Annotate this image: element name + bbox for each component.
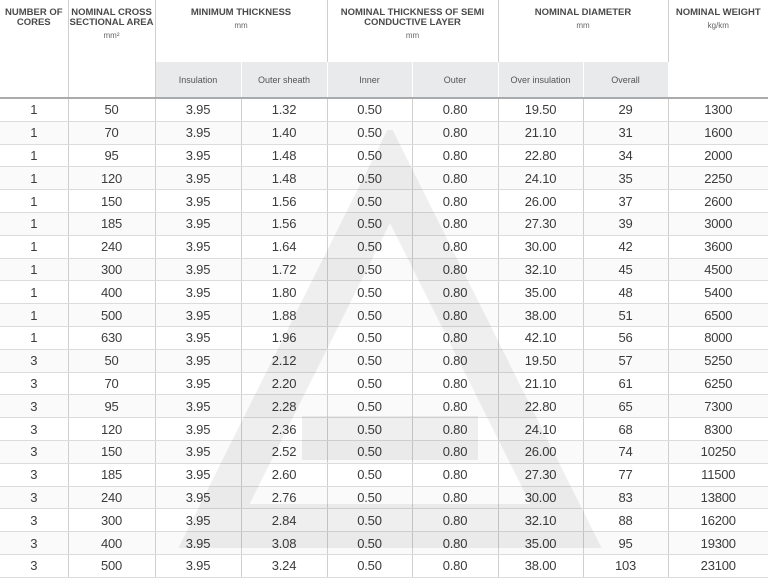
- cell-cores: 3: [0, 509, 68, 532]
- header-diameter: NOMINAL DIAMETER mm: [498, 0, 668, 62]
- cell-cores: 1: [0, 167, 68, 190]
- cell-inner: 0.50: [327, 190, 412, 213]
- cell-overall: 42: [583, 235, 668, 258]
- cell-inner: 0.50: [327, 463, 412, 486]
- cell-outer-sheath: 3.24: [241, 554, 327, 577]
- table-row: [0, 144, 768, 167]
- table-row: [0, 281, 768, 304]
- header-min-thickness-unit: mm: [234, 21, 248, 30]
- cell-over-insulation: 22.80: [498, 144, 583, 167]
- table-body: [0, 99, 768, 577]
- cell-outer: 0.80: [412, 554, 498, 577]
- cell-inner: 0.50: [327, 212, 412, 235]
- cell-cores: 1: [0, 304, 68, 327]
- cell-cross-section: 500: [68, 304, 155, 327]
- cell-insulation: 3.95: [155, 212, 241, 235]
- cell-overall: 29: [583, 99, 668, 121]
- cell-over-insulation: 21.10: [498, 372, 583, 395]
- cell-insulation: 3.95: [155, 463, 241, 486]
- cell-inner: 0.50: [327, 121, 412, 144]
- cell-inner: 0.50: [327, 372, 412, 395]
- cell-cores: 3: [0, 372, 68, 395]
- cell-inner: 0.50: [327, 395, 412, 418]
- cell-inner: 0.50: [327, 509, 412, 532]
- cell-weight: 1600: [668, 121, 768, 144]
- cell-weight: 8000: [668, 326, 768, 349]
- cell-cores: 1: [0, 99, 68, 121]
- cell-weight: 8300: [668, 418, 768, 441]
- table-row: [0, 463, 768, 486]
- table-row: [0, 258, 768, 281]
- cell-outer-sheath: 2.28: [241, 395, 327, 418]
- table-row: [0, 486, 768, 509]
- subheader-inner: Inner: [327, 62, 412, 98]
- table-row: [0, 440, 768, 463]
- cell-insulation: 3.95: [155, 486, 241, 509]
- cell-outer-sheath: 3.08: [241, 532, 327, 555]
- cell-inner: 0.50: [327, 258, 412, 281]
- cell-outer-sheath: 2.52: [241, 440, 327, 463]
- header-diameter-unit: mm: [576, 21, 590, 30]
- cell-outer: 0.80: [412, 509, 498, 532]
- cell-cross-section: 240: [68, 235, 155, 258]
- cell-inner: 0.50: [327, 554, 412, 577]
- cell-over-insulation: 35.00: [498, 281, 583, 304]
- table-row: [0, 99, 768, 121]
- cell-cores: 1: [0, 144, 68, 167]
- cell-overall: 61: [583, 372, 668, 395]
- cell-outer-sheath: 1.48: [241, 167, 327, 190]
- cell-outer: 0.80: [412, 144, 498, 167]
- cell-outer: 0.80: [412, 418, 498, 441]
- table-row: [0, 326, 768, 349]
- cell-over-insulation: 32.10: [498, 509, 583, 532]
- cell-outer-sheath: 1.72: [241, 258, 327, 281]
- cell-outer-sheath: 1.48: [241, 144, 327, 167]
- cell-weight: 13800: [668, 486, 768, 509]
- header-cross-section: NOMINAL CROSS SECTIONAL AREA mm²: [68, 0, 155, 97]
- subheader-overall: Overall: [583, 62, 668, 98]
- cell-over-insulation: 24.10: [498, 418, 583, 441]
- cell-weight: 3000: [668, 212, 768, 235]
- cell-over-insulation: 38.00: [498, 304, 583, 327]
- cell-outer: 0.80: [412, 121, 498, 144]
- cell-inner: 0.50: [327, 349, 412, 372]
- cell-weight: 4500: [668, 258, 768, 281]
- cell-outer: 0.80: [412, 463, 498, 486]
- header-weight-unit: kg/km: [707, 21, 729, 30]
- cell-cores: 3: [0, 349, 68, 372]
- table-row: [0, 190, 768, 213]
- cell-cores: 1: [0, 326, 68, 349]
- cell-overall: 39: [583, 212, 668, 235]
- cell-outer-sheath: 1.56: [241, 212, 327, 235]
- cell-insulation: 3.95: [155, 395, 241, 418]
- cell-cross-section: 120: [68, 167, 155, 190]
- cell-cross-section: 95: [68, 144, 155, 167]
- cell-cores: 3: [0, 440, 68, 463]
- subheader-outer: Outer: [412, 62, 498, 98]
- header-min-thickness: MINIMUM THICKNESS mm: [155, 0, 327, 62]
- cell-inner: 0.50: [327, 144, 412, 167]
- cell-cross-section: 500: [68, 554, 155, 577]
- cell-weight: 11500: [668, 463, 768, 486]
- cell-cores: 3: [0, 532, 68, 555]
- cell-inner: 0.50: [327, 99, 412, 121]
- cell-cross-section: 630: [68, 326, 155, 349]
- cell-insulation: 3.95: [155, 99, 241, 121]
- cell-outer: 0.80: [412, 486, 498, 509]
- cell-cores: 3: [0, 418, 68, 441]
- cell-weight: 16200: [668, 509, 768, 532]
- cell-cores: 3: [0, 554, 68, 577]
- cell-cores: 3: [0, 463, 68, 486]
- table-row: [0, 395, 768, 418]
- cell-cross-section: 300: [68, 258, 155, 281]
- cell-outer-sheath: 2.20: [241, 372, 327, 395]
- cell-cores: 1: [0, 190, 68, 213]
- cell-over-insulation: 21.10: [498, 121, 583, 144]
- cell-outer: 0.80: [412, 395, 498, 418]
- cell-outer: 0.80: [412, 349, 498, 372]
- cell-cores: 1: [0, 235, 68, 258]
- cell-overall: 65: [583, 395, 668, 418]
- table-row: [0, 509, 768, 532]
- cell-over-insulation: 30.00: [498, 486, 583, 509]
- cell-outer: 0.80: [412, 281, 498, 304]
- cell-insulation: 3.95: [155, 190, 241, 213]
- cell-over-insulation: 26.00: [498, 190, 583, 213]
- cell-cross-section: 120: [68, 418, 155, 441]
- subheader-insulation: Insulation: [155, 62, 241, 98]
- cell-cores: 1: [0, 258, 68, 281]
- cell-over-insulation: 19.50: [498, 349, 583, 372]
- cell-insulation: 3.95: [155, 372, 241, 395]
- cell-inner: 0.50: [327, 235, 412, 258]
- cell-cross-section: 185: [68, 463, 155, 486]
- cell-insulation: 3.95: [155, 554, 241, 577]
- table-row: [0, 121, 768, 144]
- cell-over-insulation: 35.00: [498, 532, 583, 555]
- table-row: [0, 235, 768, 258]
- cell-weight: 6250: [668, 372, 768, 395]
- cell-outer-sheath: 2.76: [241, 486, 327, 509]
- cell-outer-sheath: 1.56: [241, 190, 327, 213]
- subheader-outer-sheath: Outer sheath: [241, 62, 327, 98]
- cell-weight: 7300: [668, 395, 768, 418]
- cell-overall: 95: [583, 532, 668, 555]
- cell-insulation: 3.95: [155, 349, 241, 372]
- cell-weight: 23100: [668, 554, 768, 577]
- cell-cross-section: 70: [68, 372, 155, 395]
- cell-outer-sheath: 1.80: [241, 281, 327, 304]
- cell-inner: 0.50: [327, 304, 412, 327]
- cell-weight: 10250: [668, 440, 768, 463]
- cell-weight: 5400: [668, 281, 768, 304]
- cell-inner: 0.50: [327, 486, 412, 509]
- table-row: [0, 212, 768, 235]
- cell-insulation: 3.95: [155, 440, 241, 463]
- cell-outer: 0.80: [412, 190, 498, 213]
- table-row: [0, 372, 768, 395]
- cell-insulation: 3.95: [155, 121, 241, 144]
- cell-insulation: 3.95: [155, 144, 241, 167]
- header-weight: NOMINAL WEIGHT kg/km: [668, 0, 768, 97]
- cell-cross-section: 400: [68, 281, 155, 304]
- table-row: [0, 418, 768, 441]
- cell-outer: 0.80: [412, 326, 498, 349]
- cell-outer-sheath: 1.96: [241, 326, 327, 349]
- cell-over-insulation: 24.10: [498, 167, 583, 190]
- cell-overall: 35: [583, 167, 668, 190]
- cell-insulation: 3.95: [155, 509, 241, 532]
- cell-cross-section: 50: [68, 99, 155, 121]
- cell-inner: 0.50: [327, 440, 412, 463]
- cell-outer: 0.80: [412, 304, 498, 327]
- cell-cross-section: 185: [68, 212, 155, 235]
- cell-outer-sheath: 2.12: [241, 349, 327, 372]
- cell-insulation: 3.95: [155, 167, 241, 190]
- cell-outer: 0.80: [412, 235, 498, 258]
- table-row: [0, 532, 768, 555]
- cell-outer-sheath: 2.60: [241, 463, 327, 486]
- cell-insulation: 3.95: [155, 418, 241, 441]
- cell-over-insulation: 42.10: [498, 326, 583, 349]
- cell-weight: 5250: [668, 349, 768, 372]
- cell-overall: 83: [583, 486, 668, 509]
- table-row: [0, 349, 768, 372]
- table-row: [0, 554, 768, 577]
- cell-overall: 77: [583, 463, 668, 486]
- cell-overall: 48: [583, 281, 668, 304]
- cell-overall: 103: [583, 554, 668, 577]
- cell-outer: 0.80: [412, 258, 498, 281]
- cell-over-insulation: 38.00: [498, 554, 583, 577]
- cell-weight: 2600: [668, 190, 768, 213]
- cell-cross-section: 70: [68, 121, 155, 144]
- cell-over-insulation: 22.80: [498, 395, 583, 418]
- cell-outer-sheath: 2.84: [241, 509, 327, 532]
- cell-outer: 0.80: [412, 532, 498, 555]
- cell-weight: 3600: [668, 235, 768, 258]
- cell-cores: 1: [0, 212, 68, 235]
- table-row: [0, 304, 768, 327]
- cell-outer-sheath: 2.36: [241, 418, 327, 441]
- cell-cross-section: 300: [68, 509, 155, 532]
- cell-insulation: 3.95: [155, 281, 241, 304]
- cell-outer: 0.80: [412, 212, 498, 235]
- cell-insulation: 3.95: [155, 532, 241, 555]
- header-row: [0, 0, 768, 62]
- cell-outer: 0.80: [412, 167, 498, 190]
- cell-cores: 3: [0, 486, 68, 509]
- cell-overall: 31: [583, 121, 668, 144]
- cell-outer-sheath: 1.32: [241, 99, 327, 121]
- header-cross-section-unit: mm²: [103, 31, 120, 40]
- table-row: [0, 167, 768, 190]
- cell-inner: 0.50: [327, 532, 412, 555]
- cell-inner: 0.50: [327, 326, 412, 349]
- cell-over-insulation: 32.10: [498, 258, 583, 281]
- cell-overall: 51: [583, 304, 668, 327]
- cell-weight: 2250: [668, 167, 768, 190]
- cell-weight: 2000: [668, 144, 768, 167]
- cell-outer: 0.80: [412, 99, 498, 121]
- cell-weight: 1300: [668, 99, 768, 121]
- cell-insulation: 3.95: [155, 258, 241, 281]
- cell-cores: 1: [0, 281, 68, 304]
- cell-insulation: 3.95: [155, 326, 241, 349]
- cell-outer: 0.80: [412, 440, 498, 463]
- cell-insulation: 3.95: [155, 235, 241, 258]
- cell-overall: 88: [583, 509, 668, 532]
- cell-overall: 68: [583, 418, 668, 441]
- cell-cross-section: 150: [68, 190, 155, 213]
- cell-overall: 37: [583, 190, 668, 213]
- cell-over-insulation: 27.30: [498, 212, 583, 235]
- cell-outer: 0.80: [412, 372, 498, 395]
- cell-cross-section: 150: [68, 440, 155, 463]
- cell-cores: 1: [0, 121, 68, 144]
- cell-weight: 6500: [668, 304, 768, 327]
- cell-cores: 3: [0, 395, 68, 418]
- header-cores: NUMBER OF CORES: [0, 0, 68, 97]
- cell-cross-section: 95: [68, 395, 155, 418]
- cell-cross-section: 240: [68, 486, 155, 509]
- cell-overall: 56: [583, 326, 668, 349]
- cell-outer-sheath: 1.40: [241, 121, 327, 144]
- cell-overall: 45: [583, 258, 668, 281]
- cell-overall: 74: [583, 440, 668, 463]
- cell-outer-sheath: 1.64: [241, 235, 327, 258]
- header-semi-layer: NOMINAL THICKNESS OF SEMI CONDUCTIVE LAYER mm: [327, 0, 498, 62]
- cell-weight: 19300: [668, 532, 768, 555]
- cell-insulation: 3.95: [155, 304, 241, 327]
- cell-over-insulation: 26.00: [498, 440, 583, 463]
- cell-over-insulation: 27.30: [498, 463, 583, 486]
- cell-inner: 0.50: [327, 418, 412, 441]
- cell-inner: 0.50: [327, 281, 412, 304]
- cell-overall: 57: [583, 349, 668, 372]
- header-semi-layer-unit: mm: [405, 31, 420, 40]
- cell-cross-section: 400: [68, 532, 155, 555]
- cell-overall: 34: [583, 144, 668, 167]
- cell-inner: 0.50: [327, 167, 412, 190]
- subheader-over-insulation: Over insulation: [498, 62, 583, 98]
- cell-cross-section: 50: [68, 349, 155, 372]
- cell-outer-sheath: 1.88: [241, 304, 327, 327]
- cell-over-insulation: 30.00: [498, 235, 583, 258]
- cell-over-insulation: 19.50: [498, 99, 583, 121]
